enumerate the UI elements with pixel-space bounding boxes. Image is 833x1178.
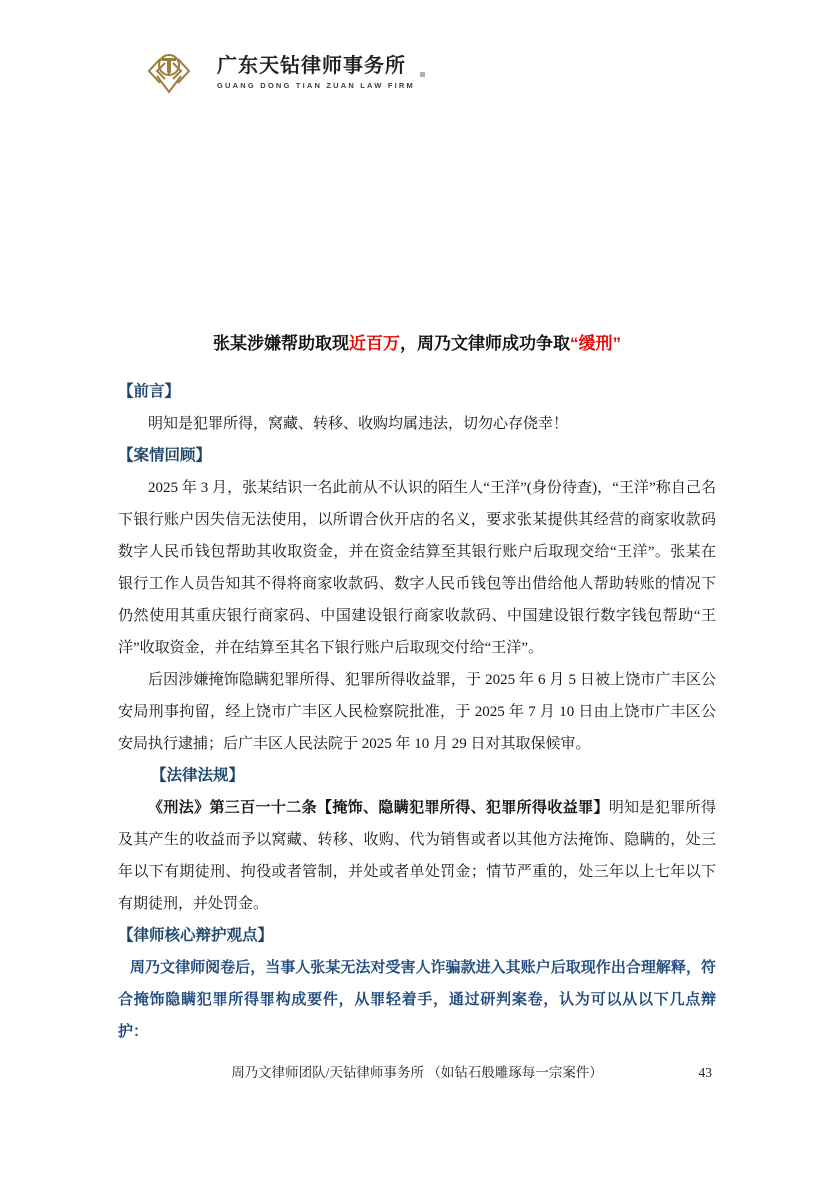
defense-paragraph: 周乃文律师阅卷后，当事人张某无法对受害人诈骗款进入其账户后取现作出合理解释，符合掩饰隐瞒犯罪所得罪构成要件，从罪轻着手，通过研判案卷，认为可以从以下几点辩护： — [118, 959, 716, 1040]
firm-name-cn: 广东天钻律师事务所 — [217, 55, 406, 77]
document-body — [118, 376, 716, 1048]
case-paragraph-2: 后因涉嫌掩饰隐瞒犯罪所得、犯罪所得收益罪，于 2025 年 6 月 5 日被上饶市广丰区公安局刑事拘留，经上饶市广丰区人民检察院批准，于 2025 年 7 月 10 日由上饶市广丰区公安局执行逮捕；后广丰区人民法院于 2025 年 10 月 29 日对其取保候审。 — [118, 672, 716, 752]
section-header-case-review: 【案情回顾】 — [118, 447, 212, 464]
page-number: 43 — [698, 1065, 712, 1080]
section-header-defense: 【律师核心辩护观点】 — [118, 927, 274, 944]
title-segment-1: 张某涉嫌帮助取现 — [213, 334, 349, 353]
section-header-preface: 【前言】 — [118, 383, 181, 400]
firm-name-block — [217, 54, 415, 90]
title-segment-4-highlight: “缓刑” — [570, 334, 621, 353]
footer-text: 周乃文律师团队/天钻律师事务所 （如钻石般雕琢每一宗案件） — [231, 1065, 603, 1080]
case-paragraph-1: 2025 年 3 月，张某结识一名此前从不认识的陌生人“王洋”(身份待查)，“王洋”称自己名下银行账户因失信无法使用，以所谓合伙开店的名义，要求张某提供其经营的商家收款码数字人民币钱包帮助其收取资金，并在资金结算至其银行账户后取现交给“王洋”。张某在银行工作人员告知其不得将商家收款码、数字人民币钱包等出借给他人帮助转账的情况下仍然使用其重庆银行商家码、中国建设银行商家收款码、中国建设银行数字钱包帮助“王洋”收取资金，并在结算至其名下银行账户后取现交付给“王洋”。 — [118, 480, 716, 656]
firm-name-en: GUANG DONG TIAN ZUAN LAW FIRM — [217, 81, 415, 90]
section-header-law: 【法律法规】 — [151, 767, 245, 784]
firm-logo — [147, 50, 415, 94]
law-paragraph — [118, 792, 716, 920]
law-article-bold-lead: 《刑法》第三百一十二条【掩饰、隐瞒犯罪所得、犯罪所得收益罪】 — [148, 800, 609, 816]
diamond-t-logo-icon — [147, 50, 191, 94]
title-segment-2-highlight: 近百万 — [349, 334, 400, 353]
law-article-text: 明知是犯罪所得及其产生的收益而予以窝藏、转移、收购、代为销售或者以其他方法掩饰、隐瞒的，处三年以下有期徒刑、拘役或者管制，并处或者单处罚金；情节严重的，处三年以上七年以下有期徒刑，并处罚金。 — [118, 800, 716, 912]
preface-paragraph: 明知是犯罪所得，窝藏、转移、收购均属违法，切勿心存侥幸！ — [148, 416, 569, 432]
document-title — [118, 331, 716, 357]
title-segment-3: ，周乃文律师成功争取 — [400, 334, 570, 353]
stray-mark — [420, 72, 425, 77]
